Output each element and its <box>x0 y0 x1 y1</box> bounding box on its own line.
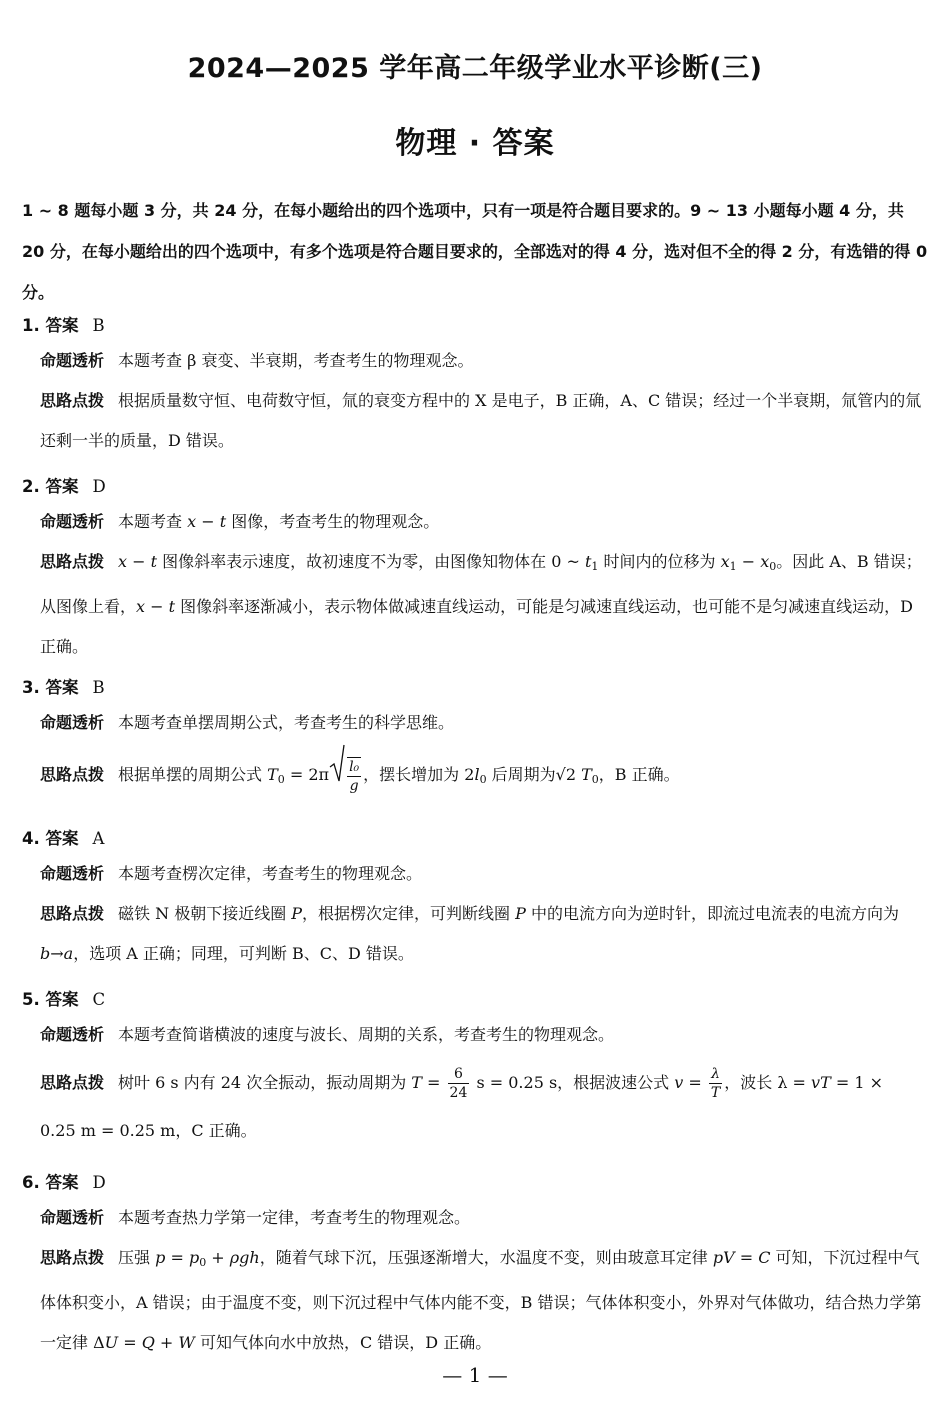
answer-label: 答案 <box>45 477 79 496</box>
math-C: C <box>758 1248 771 1267</box>
hint-text: 根据单摆的周期公式 <box>118 765 268 784</box>
fraction-denominator: g <box>349 777 359 794</box>
question-2 <box>22 472 930 667</box>
hint-text: 压强 <box>118 1248 156 1267</box>
question-number: 2. <box>22 477 40 496</box>
question-number: 5. <box>22 990 40 1009</box>
document-subtitle: 物理 · 答案 <box>395 126 555 161</box>
hint-text: ，根据楞次定律，可判断线圈 <box>302 904 516 923</box>
answer-line <box>22 824 930 854</box>
hint-text: ，摆长增加为 2 <box>363 765 475 784</box>
math-subscript: 0 <box>199 1256 207 1269</box>
intent-text: 本题考查单摆周期公式，考查考生的科学思维。 <box>118 713 455 732</box>
intent-text: 本题考查简谐横波的速度与波长、周期的关系，考查考生的物理观念。 <box>118 1025 615 1044</box>
intent-label: 命题透析 <box>40 351 105 370</box>
math-xt: x − t <box>136 597 176 616</box>
answer-line <box>22 472 930 502</box>
math-subscript: 0 <box>591 773 599 786</box>
question-number: 4. <box>22 829 40 848</box>
answer-letter: D <box>92 477 106 496</box>
answer-letter: B <box>92 316 105 335</box>
hint-text: 树叶 6 s 内有 24 次全振动，振动周期为 <box>118 1073 412 1092</box>
hint-text: ，随着气球下沉，压强逐渐增大，水温度不变，则由玻意耳定律 <box>259 1248 713 1267</box>
math-T: T <box>581 765 592 784</box>
document-title: 2024—2025 学年高二年级学业水平诊断(三) <box>187 53 763 84</box>
hint-label: 思路点拨 <box>40 1248 105 1267</box>
answer-label: 答案 <box>45 1173 79 1192</box>
hint-text: ，选项 A 正确；同理，可判断 B、C、D 错误。 <box>73 944 414 963</box>
hint-label: 思路点拨 <box>40 904 105 923</box>
hint-text: 可知气体向水中放热，C 错误，D 正确。 <box>194 1333 492 1352</box>
intent-text: 本题考查楞次定律，考查考生的物理观念。 <box>118 864 423 883</box>
hint-label: 思路点拨 <box>40 391 105 410</box>
question-number: 1. <box>22 316 40 335</box>
hint-text: 图像斜率逐渐减小，表示物体做减速直线运动，可能是匀减速直线运动，也可能不是匀减速直线运动，D 正确。 <box>40 597 913 656</box>
fraction-denominator: 24 <box>449 1085 468 1101</box>
answer-label: 答案 <box>45 316 79 335</box>
math-vT: vT <box>811 1073 831 1092</box>
math-equals: = <box>734 1248 759 1267</box>
math-2pi: = 2π <box>284 765 330 784</box>
math-T: T <box>411 1073 422 1092</box>
intent-label: 命题透析 <box>40 864 105 883</box>
intent-line <box>22 703 930 743</box>
intent-line <box>22 1015 930 1055</box>
hint-text: 根据质量数守恒、电荷数守恒，氚的衰变方程中的 X 是电子，B 正确，A、C 错误；经过一个半衰期，氚管内的氚还剩一半的质量，D 错误。 <box>40 391 922 450</box>
hint-text: 中的电流方向为逆时针，即流过电流表的电流方向为 <box>525 904 899 923</box>
math-Q-plus-W: Q + W <box>141 1333 195 1352</box>
math-plus: + <box>206 1248 230 1267</box>
hint-line <box>22 894 930 974</box>
intent-line <box>22 1198 930 1238</box>
intent-text: 本题考查热力学第一定律，考查考生的物理观念。 <box>118 1208 471 1227</box>
math-minus: − <box>736 552 761 571</box>
math-x: x <box>760 552 770 571</box>
math-v: v <box>674 1073 684 1092</box>
hint-text: ，B 正确。 <box>598 765 680 784</box>
hint-text: 时间内的位移为 <box>598 552 721 571</box>
math-equals: = <box>421 1073 446 1092</box>
math-T: T <box>267 765 278 784</box>
hint-line <box>22 542 930 667</box>
intent-label: 命题透析 <box>40 512 105 531</box>
answer-label: 答案 <box>45 678 79 697</box>
intent-line <box>22 502 930 542</box>
math-x: x <box>720 552 730 571</box>
question-6 <box>22 1168 930 1363</box>
hint-line <box>22 743 930 810</box>
answer-letter: D <box>92 1173 106 1192</box>
math-rho-g-h: ρgh <box>229 1248 260 1267</box>
hint-text: s = 0.25 s，根据波速公式 <box>471 1073 675 1092</box>
question-4 <box>22 824 930 974</box>
answer-label: 答案 <box>45 829 79 848</box>
hint-text: 图像斜率表示速度，故初速度不为零，由图像知物体在 0 ~ <box>157 552 585 571</box>
math-P: P <box>291 904 303 923</box>
math-subscript: 0 <box>769 560 777 573</box>
answer-letter: A <box>92 829 105 848</box>
page-number: — 1 — <box>442 1363 508 1387</box>
fraction-denominator: T <box>710 1085 721 1101</box>
hint-text: 0.25 m = 0.25 m，C 正确。 <box>40 1121 257 1140</box>
intent-text: 图像，考查考生的物理观念。 <box>226 512 440 531</box>
fraction-numerator: 6 <box>448 1065 470 1084</box>
answer-letter: B <box>92 678 105 697</box>
fraction-numerator: λ <box>709 1065 722 1084</box>
hint-line <box>22 381 930 461</box>
hint-text: = 1 × <box>830 1073 884 1092</box>
answer-letter: C <box>92 990 106 1009</box>
fraction-numerator: l₀ <box>349 758 360 775</box>
math-p: p <box>155 1248 166 1267</box>
hint-label: 思路点拨 <box>40 765 105 784</box>
math-b-to-a: b→a <box>40 944 74 963</box>
math-xt: x − t <box>187 512 227 531</box>
math-equals: = <box>683 1073 707 1092</box>
math-subscript: 0 <box>479 773 487 786</box>
math-subscript: 1 <box>591 560 599 573</box>
question-5 <box>22 985 930 1151</box>
answer-label: 答案 <box>45 990 79 1009</box>
hint-line <box>22 1055 930 1111</box>
math-l: l <box>474 765 480 784</box>
intent-line <box>22 854 930 894</box>
hint-label: 思路点拨 <box>40 552 105 571</box>
math-pV: pV <box>712 1248 735 1267</box>
intent-text: 本题考查 β 衰变、半衰期，考查考生的物理观念。 <box>118 351 474 370</box>
sqrt-symbol <box>329 743 345 808</box>
hint-text: ，波长 λ = <box>724 1073 812 1092</box>
fraction-l0-over-g <box>347 757 361 795</box>
math-U: U <box>104 1333 119 1352</box>
math-xt: x − t <box>118 552 158 571</box>
hint-line <box>22 1238 930 1363</box>
math-P: P <box>515 904 526 923</box>
hint-text: 磁铁 N 极朝下接近线圈 <box>118 904 292 923</box>
intent-line <box>22 341 930 381</box>
math-subscript: 1 <box>729 560 737 573</box>
scoring-instructions: 1 ~ 8 题每小题 3 分，共 24 分，在每小题给出的四个选项中，只有一项是符合题目要求的。9 ~ 13 小题每小题 4 分，共 20 分，在每小题给出的四个选项中，有多个选项是符合题目要求的，全部选对的得 4 分，选对但不全的得 2 分，有选错的得 0 分。 <box>22 201 928 302</box>
question-3 <box>22 673 930 810</box>
intent-label: 命题透析 <box>40 1208 105 1227</box>
math-equals: = <box>118 1333 142 1352</box>
hint-continuation <box>22 1111 930 1151</box>
answer-line <box>22 673 930 703</box>
math-p: p <box>188 1248 200 1267</box>
answer-line <box>22 985 930 1015</box>
math-subscript: 0 <box>277 773 285 786</box>
fraction-6-over-24 <box>448 1065 470 1102</box>
answer-line <box>22 1168 930 1198</box>
hint-label: 思路点拨 <box>40 1073 105 1092</box>
question-number: 3. <box>22 678 40 697</box>
intent-text: 本题考查 <box>118 512 188 531</box>
answer-line <box>22 311 930 341</box>
question-number: 6. <box>22 1173 40 1192</box>
fraction-lambda-over-T <box>709 1065 722 1102</box>
question-1 <box>22 311 930 461</box>
intent-label: 命题透析 <box>40 1025 105 1044</box>
hint-text: 可知，下沉过程中气体体积变小，A 错误；由于温度不变，则下沉过程中气体内能不变，B 错误；气体体积变小，外界对气体做功，结合热力学第一定律 Δ <box>40 1248 922 1352</box>
math-equals: = <box>165 1248 189 1267</box>
hint-text: 后周期为√2 <box>486 765 582 784</box>
hint-text: 。因此 A、B 错误；从图像上看， <box>40 552 922 616</box>
intent-label: 命题透析 <box>40 713 105 732</box>
math-t: t <box>584 552 592 571</box>
